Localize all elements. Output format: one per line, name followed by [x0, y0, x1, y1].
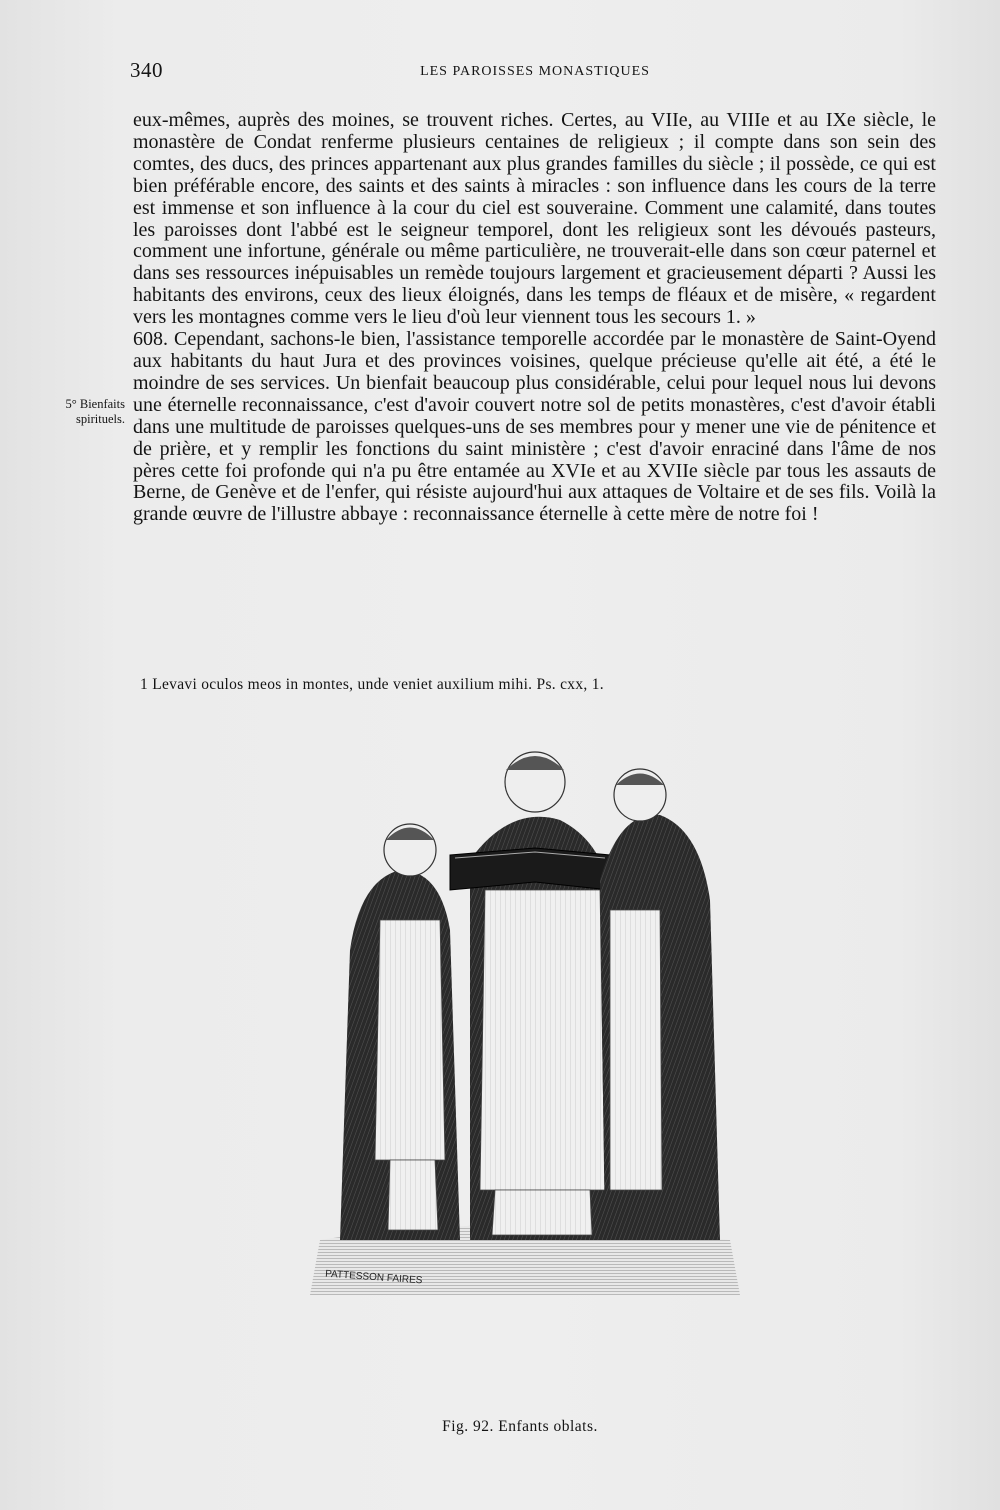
three-monks-engraving: [310, 720, 740, 1300]
paragraph-1: eux-mêmes, auprès des moines, se trouvent riches. Certes, au VIIe, au VIIIe et au IXe siècle, le monastère de Condat renferme plusieurs centaines de religieux ; il compte dans son sein des comtes, des ducs, des princes appartenant aux plus grandes familles du siècle ; il possède, ce qui est bien préférable encore, des saints et des saints à miracles : son influence dans les cours de la terre est immense et son influence à la cour du ciel est souveraine. Comment une calamité, dans toutes les paroisses dont l'abbé est le seigneur temporel, dont les religieux sont les dévoués pasteurs, comment une infortune, générale ou même particulière, ne trouverait-elle dans son cœur paternel et dans ses ressources inépuisables un remède toujours largement et gracieusement départi ? Aussi les habitants des environs, ceux des lieux éloignés, dans les temps de fléaux et de misère, « regardent vers les montagnes comme vers le lieu d'où leur viennent tous les secours 1. »: [133, 109, 936, 329]
engraver-signature: PATTESSON FAIRES: [324, 1268, 423, 1287]
running-head: LES PAROISSES MONASTIQUES: [420, 64, 650, 79]
page-header: [130, 58, 940, 88]
paragraph-2: 608. Cependant, sachons-le bien, l'assistance temporelle accordée par le monastère de Saint-Oyend aux habitants du haut Jura et des provinces voisines, quelque précieuse qu'elle ait été, a été le moindre de ses services. Un bienfait beaucoup plus considérable, celui pour lequel nous lui devons une éternelle reconnaissance, c'est d'avoir couvert notre sol de petits monastères, c'est d'avoir établi dans une multitude de paroisses quelques-uns de ses membres pour y mener une vie de pénitence et de prière, et y remplir les fonctions du saint ministère ; c'est d'avoir enraciné dans l'âme de nos pères cette foi profonde qui n'a pu être entamée au XVIe et au XVIIe siècle par tous les assauts de Berne, de Genève et de l'enfer, qui résiste aujourd'hui aux attaques de Voltaire et de ses fils. Voilà la grande œuvre de l'illustre abbaye : reconnaissance éternelle à cette mère de notre foi !: [133, 328, 936, 526]
footnote: 1 Levavi oculos meos in montes, unde veniet auxilium mihi. Ps. cxx, 1.: [140, 676, 604, 693]
body-text: [133, 110, 936, 526]
margin-note: 5° Bienfaits spirituels.: [65, 397, 125, 426]
figure-caption: Fig. 92. Enfants oblats.: [442, 1418, 598, 1435]
page-number: 340: [130, 58, 163, 82]
engraving-figure: [310, 720, 740, 1300]
